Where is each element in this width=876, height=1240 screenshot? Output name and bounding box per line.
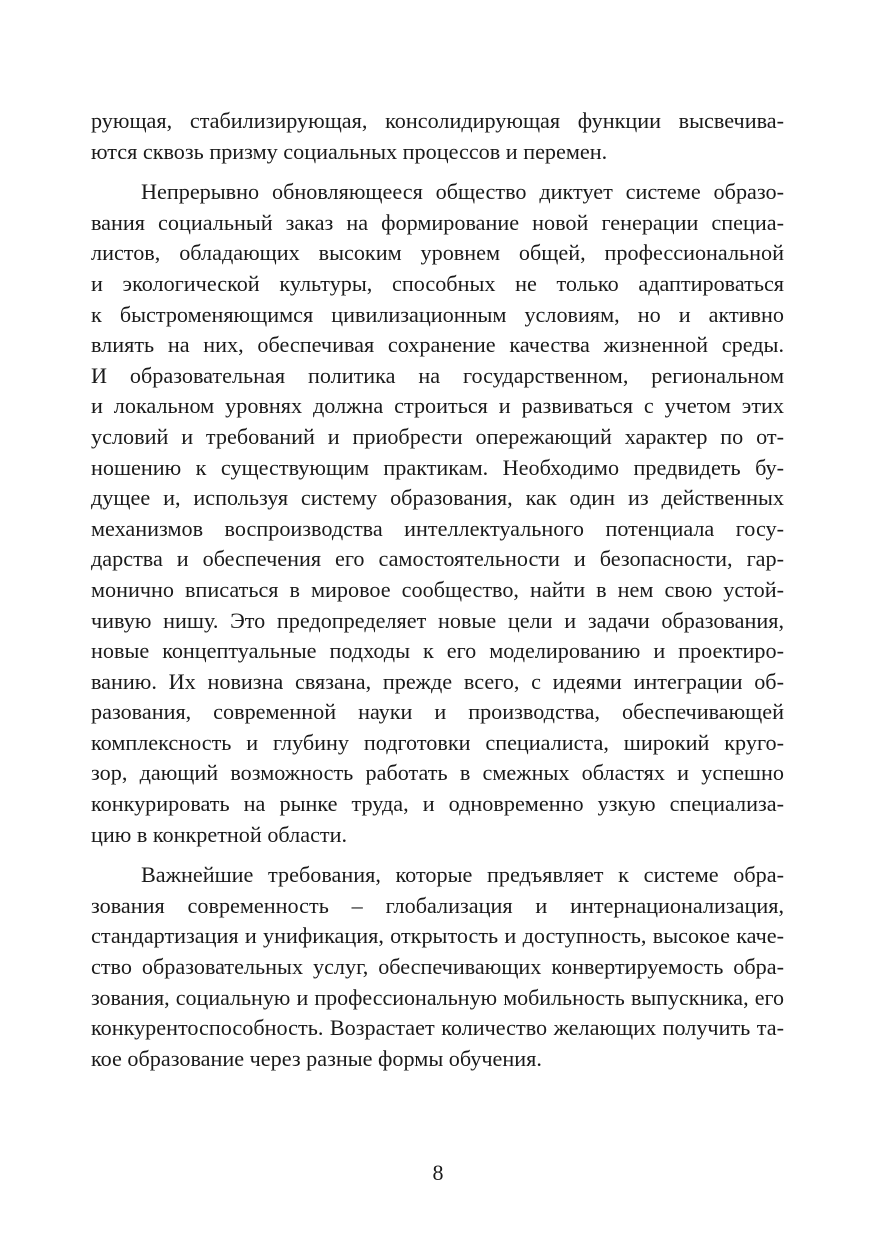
paragraph-line: механизмов воспроизводства интеллектуального потенциала госу- bbox=[91, 515, 784, 541]
paragraph-line: зор, дающий возможность работать в смежных областях и успешно bbox=[91, 760, 784, 786]
paragraph-line: и экологической культуры, способных не только адаптироваться bbox=[91, 270, 784, 296]
paragraph-line: комплексность и глубину подготовки специалиста, широкий круго- bbox=[91, 729, 784, 755]
paragraph-line: ношению к существующим практикам. Необходимо предвидеть бу- bbox=[91, 454, 784, 480]
paragraph-line: новые концептуальные подходы к его моделированию и проектиро- bbox=[91, 638, 784, 664]
paragraph-line: цию в конкретной области. bbox=[91, 821, 348, 847]
paragraph-3 bbox=[91, 860, 784, 1074]
paragraph-line: Непрерывно обновляющееся общество диктует системе образо- bbox=[141, 179, 784, 205]
paragraph-line: чивую нишу. Это предопределяет новые цели и задачи образования, bbox=[91, 607, 784, 633]
paragraph-line: ство образовательных услуг, обеспечивающих конвертируемость обра- bbox=[91, 954, 784, 980]
paragraph-line: и локальном уровнях должна строиться и развиваться с учетом этих bbox=[91, 393, 784, 419]
paragraph-line: кое образование через разные формы обучения. bbox=[91, 1045, 542, 1071]
paragraph-line: к быстроменяющимся цивилизационным условиям, но и активно bbox=[91, 301, 784, 327]
paragraph-line: стандартизация и унификация, открытость и доступность, высокое каче- bbox=[91, 923, 784, 949]
paragraph-line: рующая, стабилизирующая, консолидирующая функции высвечива- bbox=[91, 108, 784, 133]
paragraph-line: зования современность – глобализация и интернационализация, bbox=[91, 892, 784, 918]
paragraph-line: зования, социальную и профессиональную мобильность выпускника, его bbox=[91, 984, 784, 1010]
paragraph-line: дарства и обеспечения его самостоятельности и безопасности, гар- bbox=[91, 546, 784, 572]
paragraph-line: влиять на них, обеспечивая сохранение качества жизненной среды. bbox=[91, 332, 784, 358]
paragraph-line: Важнейшие требования, которые предъявляет к системе обра- bbox=[141, 862, 784, 888]
page-number: 8 bbox=[432, 1160, 444, 1185]
paragraph-line: условий и требований и приобрести опережающий характер по от- bbox=[91, 423, 784, 449]
paragraph-line: разования, современной науки и производства, обеспечивающей bbox=[91, 699, 784, 725]
paragraph-1 bbox=[91, 106, 784, 167]
paragraph-line: конкурентоспособность. Возрастает количество желающих получить та- bbox=[91, 1015, 784, 1041]
paragraph-line: ванию. Их новизна связана, прежде всего, с идеями интеграции об- bbox=[91, 668, 784, 694]
paragraph-line: листов, обладающих высоким уровнем общей, профессиональной bbox=[91, 240, 784, 266]
paragraph-line: монично вписаться в мировое сообщество, найти в нем свою устой- bbox=[91, 576, 784, 602]
paragraph-line: дущее и, используя систему образования, как один из действенных bbox=[91, 485, 784, 511]
paragraph-line: конкурировать на рынке труда, и одновременно узкую специализа- bbox=[91, 791, 784, 817]
paragraph-line: вания социальный заказ на формирование новой генерации специа- bbox=[91, 209, 784, 235]
paragraph-2 bbox=[91, 177, 784, 850]
paragraph-line: И образовательная политика на государственном, региональном bbox=[91, 362, 784, 388]
paragraph-line: ются сквозь призму социальных процессов и перемен. bbox=[91, 138, 608, 164]
page-body bbox=[91, 106, 784, 1074]
